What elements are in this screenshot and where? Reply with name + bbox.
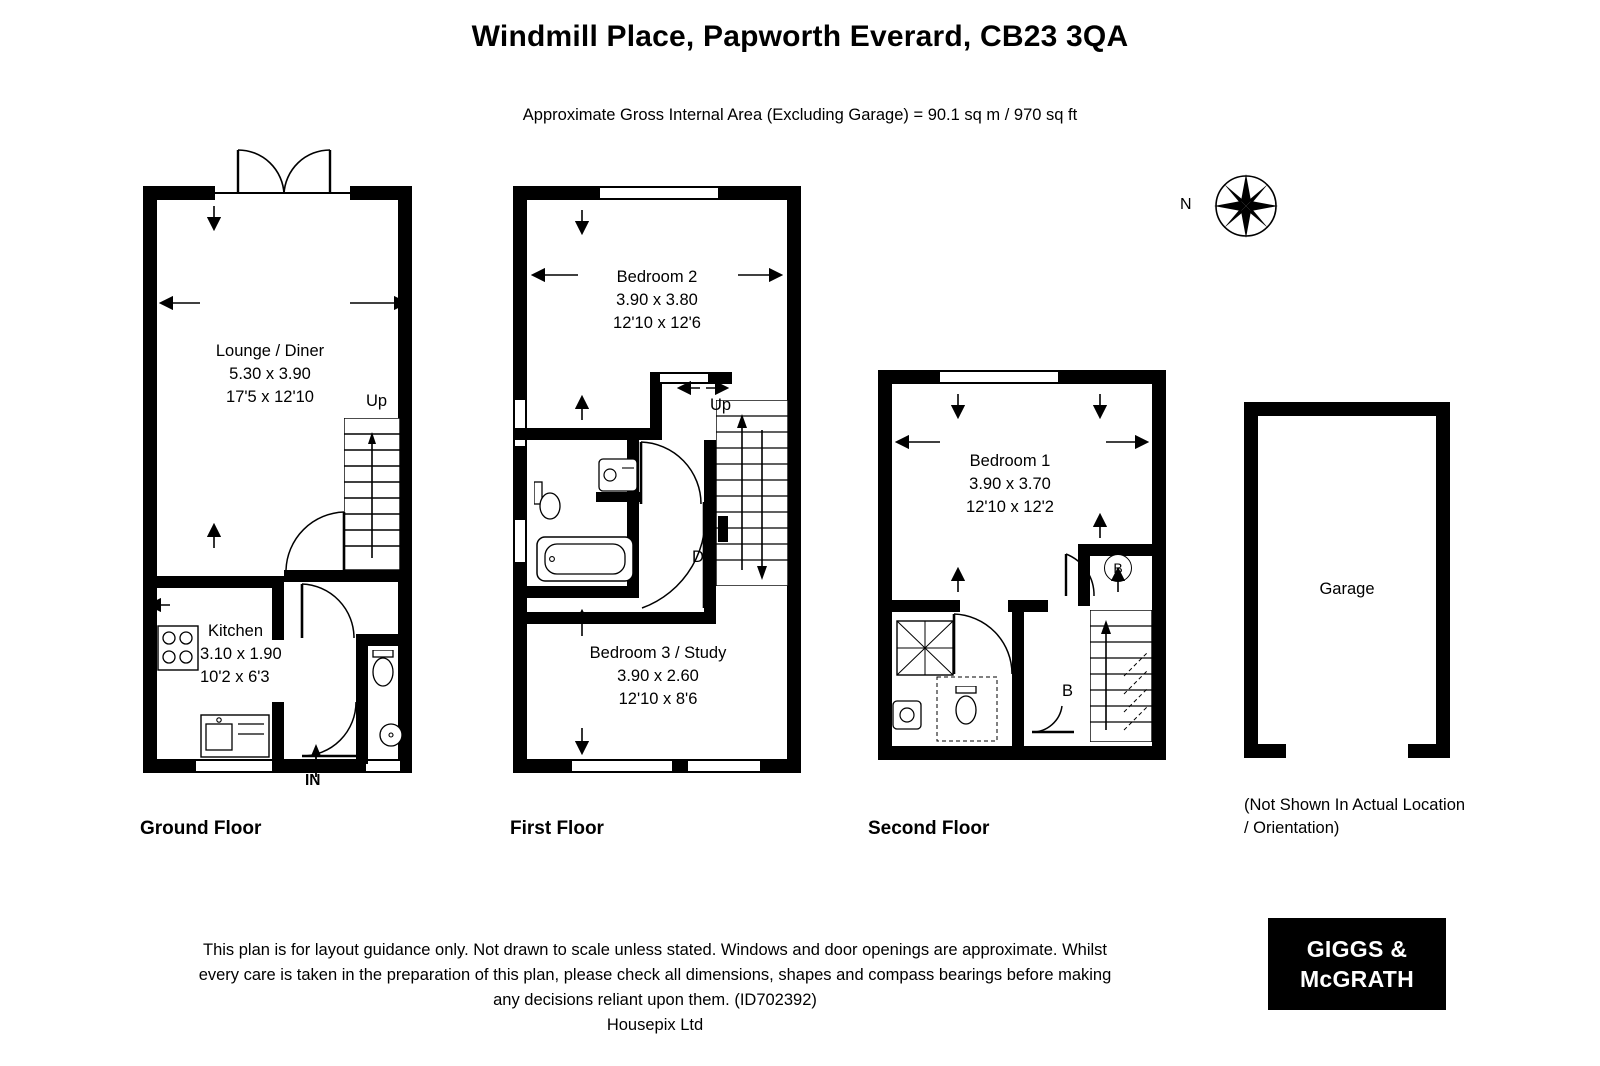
footer-company: Housepix Ltd [606,1016,704,1034]
window [572,759,672,773]
room-name: Lounge / Diner [215,342,325,360]
entrance-label: IN [305,772,321,789]
room-imperial: 17'5 x 12'10 [226,388,314,406]
room-name: Bedroom 2 [616,268,698,286]
toilet-icon [370,650,396,692]
door-leaf [282,148,336,196]
floor-label-first: First Floor [510,818,604,839]
room-name: Kitchen [208,622,264,640]
door-swing [284,508,346,572]
room-name: Bedroom 3 / Study [589,644,727,662]
window [366,759,400,773]
company-logo [1268,918,1446,1010]
logo-line-1: GIGGS & [1306,936,1408,962]
room-name: Garage [1319,580,1375,598]
window [688,759,760,773]
room-label-kitchen [160,620,338,689]
door-swing [638,500,708,612]
wall [878,370,892,760]
room-label-lounge-diner [150,340,390,409]
staircase [716,400,788,586]
room-label-bedroom-3-study [538,642,778,711]
door-leaf [232,148,286,196]
compass-north-label: N [1180,196,1192,213]
room-label-garage [1250,578,1444,601]
sink-icon [200,714,270,758]
footer-disclaimer: This plan is for layout guidance only. Not drawn to scale unless stated. Windows and door openings are approximate. Whilst every care is taken in the preparation of this plan, please check all dimensions, shapes and compass bearings before making any decisions reliant upon them. (ID702392) [198,941,1112,1009]
window [600,186,718,200]
stair-direction-up: Up [710,396,732,414]
room-metric: 5.30 x 3.90 [229,365,311,383]
room-imperial: 12'10 x 12'6 [613,314,701,332]
room-imperial: 12'10 x 12'2 [966,498,1054,516]
room-metric: 3.90 x 3.70 [969,475,1051,493]
window [196,759,278,773]
wall [344,570,400,582]
staircase [344,418,400,570]
page-subtitle: Approximate Gross Internal Area (Excluding Garage) = 90.1 sq m / 970 sq ft [522,106,1078,124]
wall [1244,402,1450,416]
window [940,370,1058,384]
room-name: Bedroom 1 [969,452,1051,470]
stair-direction-up: Up [366,392,388,410]
wall [356,634,400,646]
door-swing [1030,704,1076,734]
basin-icon [378,722,404,748]
room-imperial: 10'2 x 6'3 [200,668,270,686]
logo-line-2: McGRATH [1299,966,1415,992]
footer-block [190,938,1120,1038]
room-imperial: 12'10 x 8'6 [618,690,698,708]
wall [1408,744,1450,758]
doorway [660,374,708,382]
ensuite-outline [936,676,998,742]
door-swing [1062,550,1096,598]
window [513,520,527,562]
wall [398,186,412,773]
wall [513,186,527,773]
wall [143,576,283,588]
wall [878,600,960,612]
wall [1152,370,1166,760]
toilet-icon [534,480,562,524]
wall [513,612,713,624]
floor-label-ground: Ground Floor [140,818,262,839]
wall [143,186,157,773]
shower-icon [896,620,954,676]
page-title: Windmill Place, Papworth Everard, CB23 3QA [471,20,1129,53]
wall [513,428,661,440]
room-label-bedroom-1 [890,450,1130,519]
door-swing [952,612,1014,676]
room-metric: 3.90 x 3.80 [616,291,698,309]
room-metric: 3.90 x 2.60 [617,667,699,685]
door-swing [639,440,703,506]
wall [527,586,639,598]
wall [1244,744,1286,758]
room-label-bedroom-2 [540,266,774,335]
room-metric: 3.10 x 1.90 [200,645,282,663]
bathtub-icon [536,536,634,582]
newel-post [718,516,728,542]
compass-star-icon [1210,170,1282,242]
garage-note: (Not Shown In Actual Location / Orientation) [1244,796,1466,837]
staircase [1090,610,1152,742]
floor-label-second: Second Floor [868,818,990,839]
basin-icon [892,700,922,730]
boiler-marker: B [1104,554,1132,582]
stair-direction-down: Dn [692,548,714,566]
stair-direction-down: B [1062,682,1074,700]
wall [787,186,801,773]
basin-icon [598,458,638,497]
